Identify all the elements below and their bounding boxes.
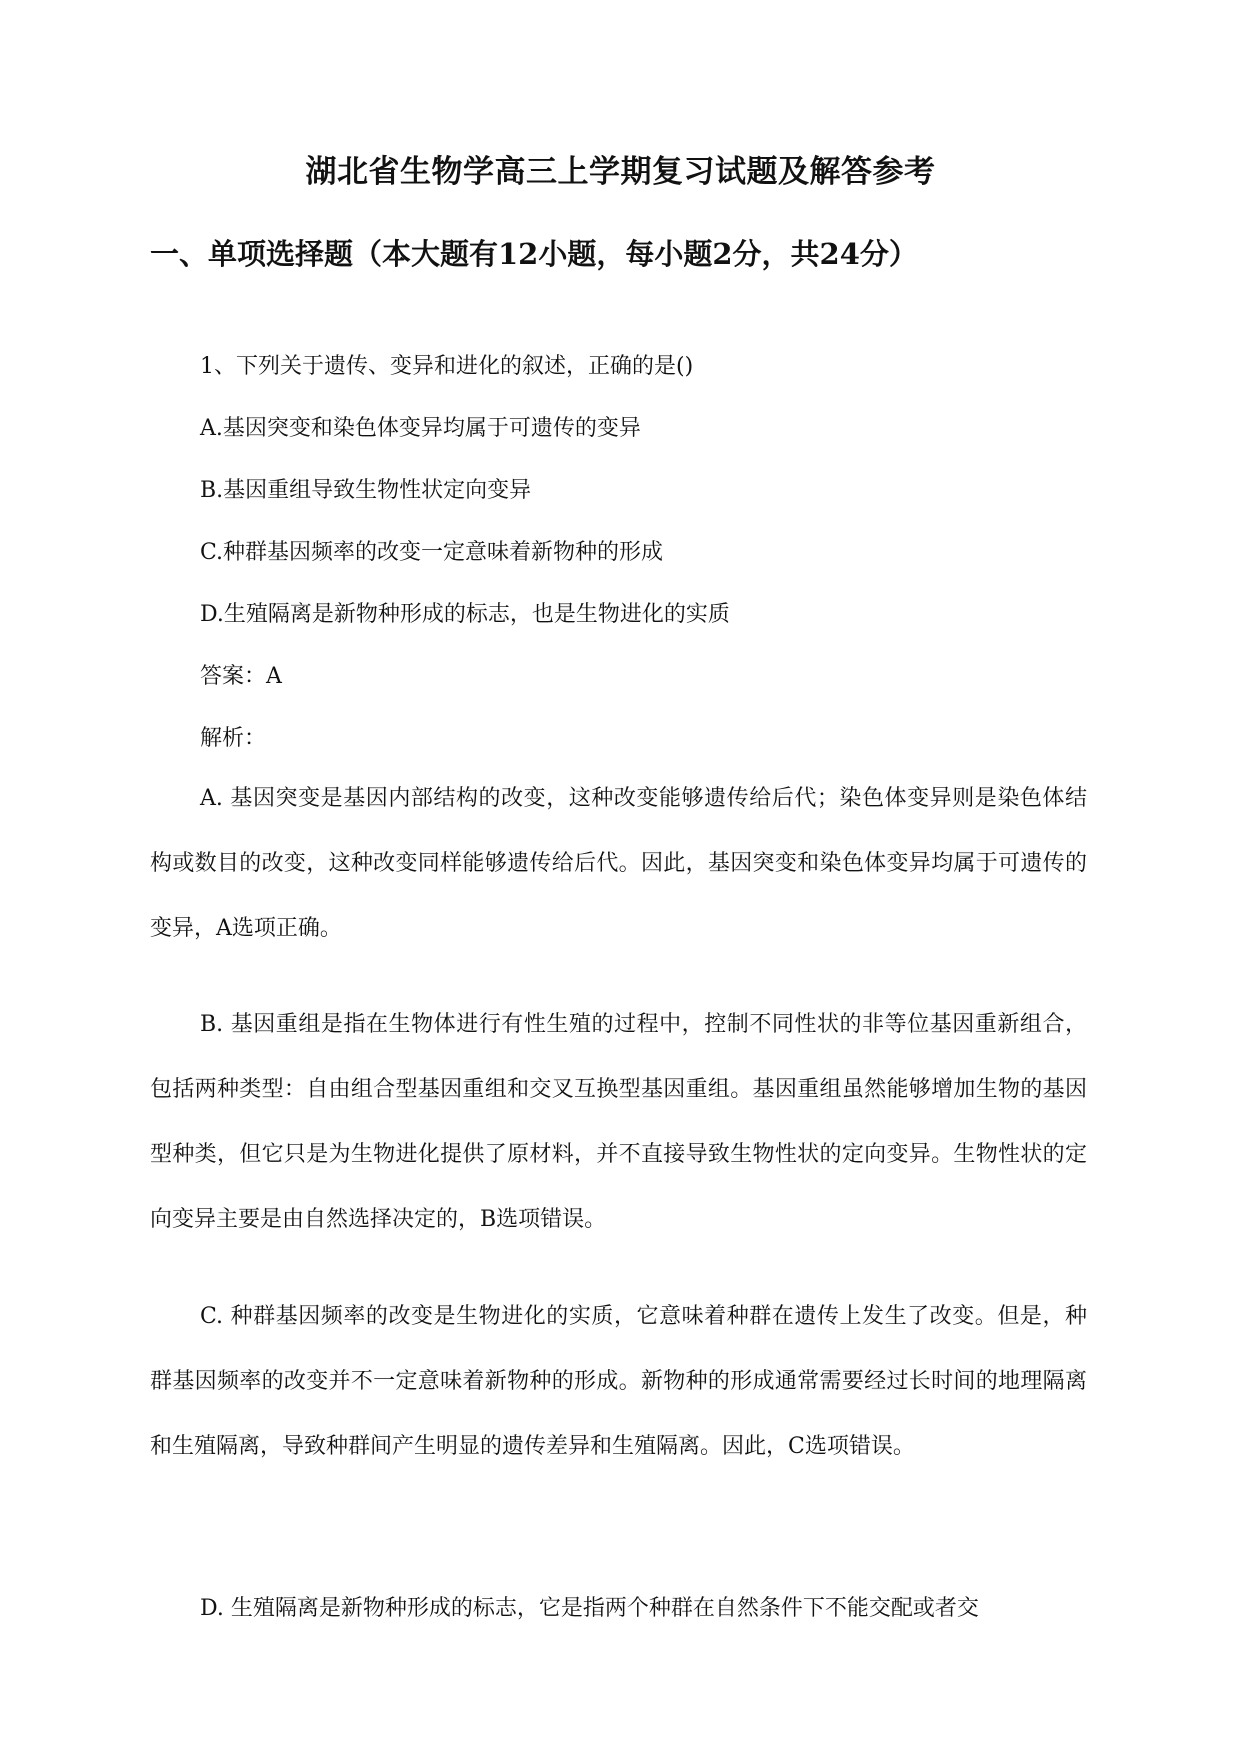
explanation-c: C. 种群基因频率的改变是生物进化的实质，它意味着种群在遗传上发生了改变。但是，种群基因频率的改变并不一定意味着新物种的形成。新物种的形成通常需要经过长时间的地理隔离和生殖隔离，导致种群间产生明显的遗传差异和生殖隔离。因此，C选项错误。 [150,1304,1087,1459]
option-d: D.生殖隔离是新物种形成的标志，也是生物进化的实质 [200,602,730,627]
explanation-d: D. 生殖隔离是新物种形成的标志，它是指两个种群在自然条件下不能交配或者交 [200,1596,979,1621]
option-a: A.基因突变和染色体变异均属于可遗传的变异 [200,416,641,441]
option-c: C.种群基因频率的改变一定意味着新物种的形成 [200,540,664,565]
explanation-a: A. 基因突变是基因内部结构的改变，这种改变能够遗传给后代；染色体变异则是染色体结构或数目的改变，这种改变同样能够遗传给后代。因此，基因突变和染色体变异均属于可遗传的变异，A选项正确。 [150,786,1087,941]
analysis-label: 解析： [200,726,267,751]
question-stem: 1、下列关于遗传、变异和进化的叙述，正确的是() [200,354,694,379]
option-b: B.基因重组导致生物性状定向变异 [200,478,532,503]
answer-line: 答案：A [200,664,282,689]
document-title: 湖北省生物学高三上学期复习试题及解答参考 [305,154,936,190]
section-heading: 一、单项选择题（本大题有12小题，每小题2分，共24分） [150,237,918,271]
explanation-b: B. 基因重组是指在生物体进行有性生殖的过程中，控制不同性状的非等位基因重新组合，包括两种类型：自由组合型基因重组和交叉互换型基因重组。基因重组虽然能够增加生物的基因型种类，但它只是为生物进化提供了原材料，并不直接导致生物性状的定向变异。生物性状的定向变异主要是由自然选择决定的，B选项错误。 [150,1012,1087,1232]
